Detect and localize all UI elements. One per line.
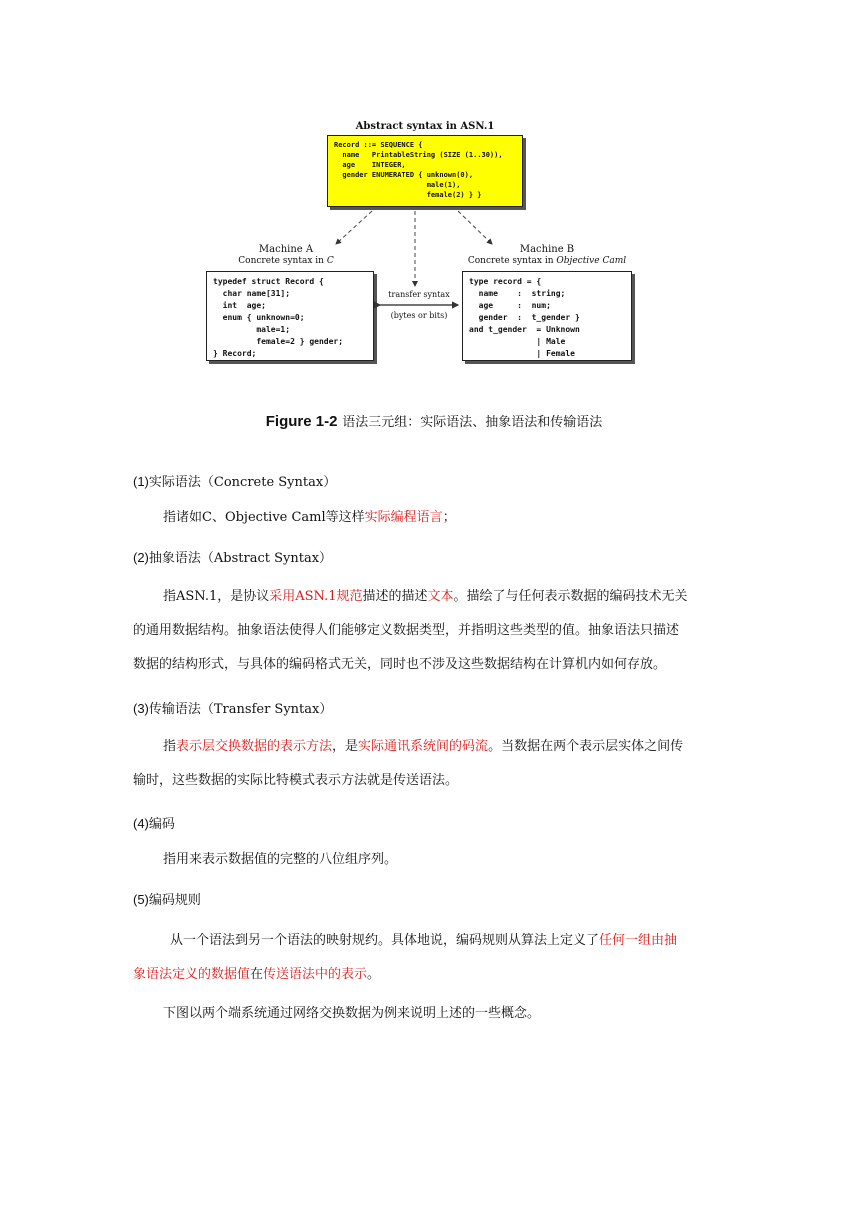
paragraph-2-line-2: 的通用数据结构。抽象语法使得人们能够定义数据类型，并指明这些类型的值。抽象语法只描述 [133,623,680,638]
paragraph-3-line-1: 指表示层交换数据的表示方法，是实际通讯系统间的码流。当数据在两个表示层实体之间传 [163,739,684,754]
dashed-arrow-to-b [458,211,492,244]
c-code-box: typedef struct Record { char name[31]; int age; enum { unknown=0; male=1; female=2 } gender; } Record; [206,271,374,361]
paragraph-3-line-2: 输时，这些数据的实际比特模式表示方法就是传送语法。 [133,773,459,788]
caml-code-box: type record = { name : string; age : num; gender : t_gender } and t_gender = Unknown | Male | Female [462,271,632,361]
diagram-arrows [0,0,868,420]
paragraph-6: 下图以两个端系统通过网络交换数据为例来说明上述的一些概念。 [163,1006,541,1021]
transfer-syntax-sublabel: (bytes or bits) [390,311,448,320]
paragraph-2-line-3: 数据的结构形式，与具体的编码格式无关，同时也不涉及这些数据结构在计算机内如何存放。 [133,657,667,672]
abstract-syntax-title: Abstract syntax in ASN.1 [355,121,495,132]
asn1-code-box: Record ::= SEQUENCE { name PrintableString (SIZE (1..30)), age INTEGER, gender ENUMERATED { unknown(0), male(1), female(2) } } [327,135,523,207]
section-heading-3: (3)传输语法（Transfer Syntax） [133,701,333,717]
section-heading-2: (2)抽象语法（Abstract Syntax） [133,550,333,566]
section-heading-5: (5)编码规则 [133,892,201,908]
figure-number: Figure 1-2 [265,413,338,430]
paragraph-1: 指诸如C、Objective Caml等这样实际编程语言； [163,510,456,525]
machine-a-subtitle: Concrete syntax in C [238,256,334,266]
machine-b-subtitle: Concrete syntax in Objective Caml [467,256,627,266]
paragraph-5-line-2: 象语法定义的数据值在传送语法中的表示。 [133,967,381,982]
figure-caption [0,411,868,430]
machine-b-title: Machine B [519,244,575,255]
machine-a-title: Machine A [258,244,314,255]
paragraph-4: 指用来表示数据值的完整的八位组序列。 [163,852,398,867]
dashed-arrow-to-a [336,211,372,244]
figure-caption-text: 语法三元组：实际语法、抽象语法和传输语法 [342,415,603,430]
paragraph-2-line-1: 指ASN.1，是协议采用ASN.1规范描述的描述文本。描绘了与任何表示数据的编码技术无关 [163,589,688,604]
transfer-syntax-label: transfer syntax [388,290,450,299]
section-heading-1: (1)实际语法（Concrete Syntax） [133,474,337,490]
section-heading-4: (4)编码 [133,816,175,832]
paragraph-5-line-1: 从一个语法到另一个语法的映射规约。具体地说，编码规则从算法上定义了任何一组由抽 [170,933,678,948]
